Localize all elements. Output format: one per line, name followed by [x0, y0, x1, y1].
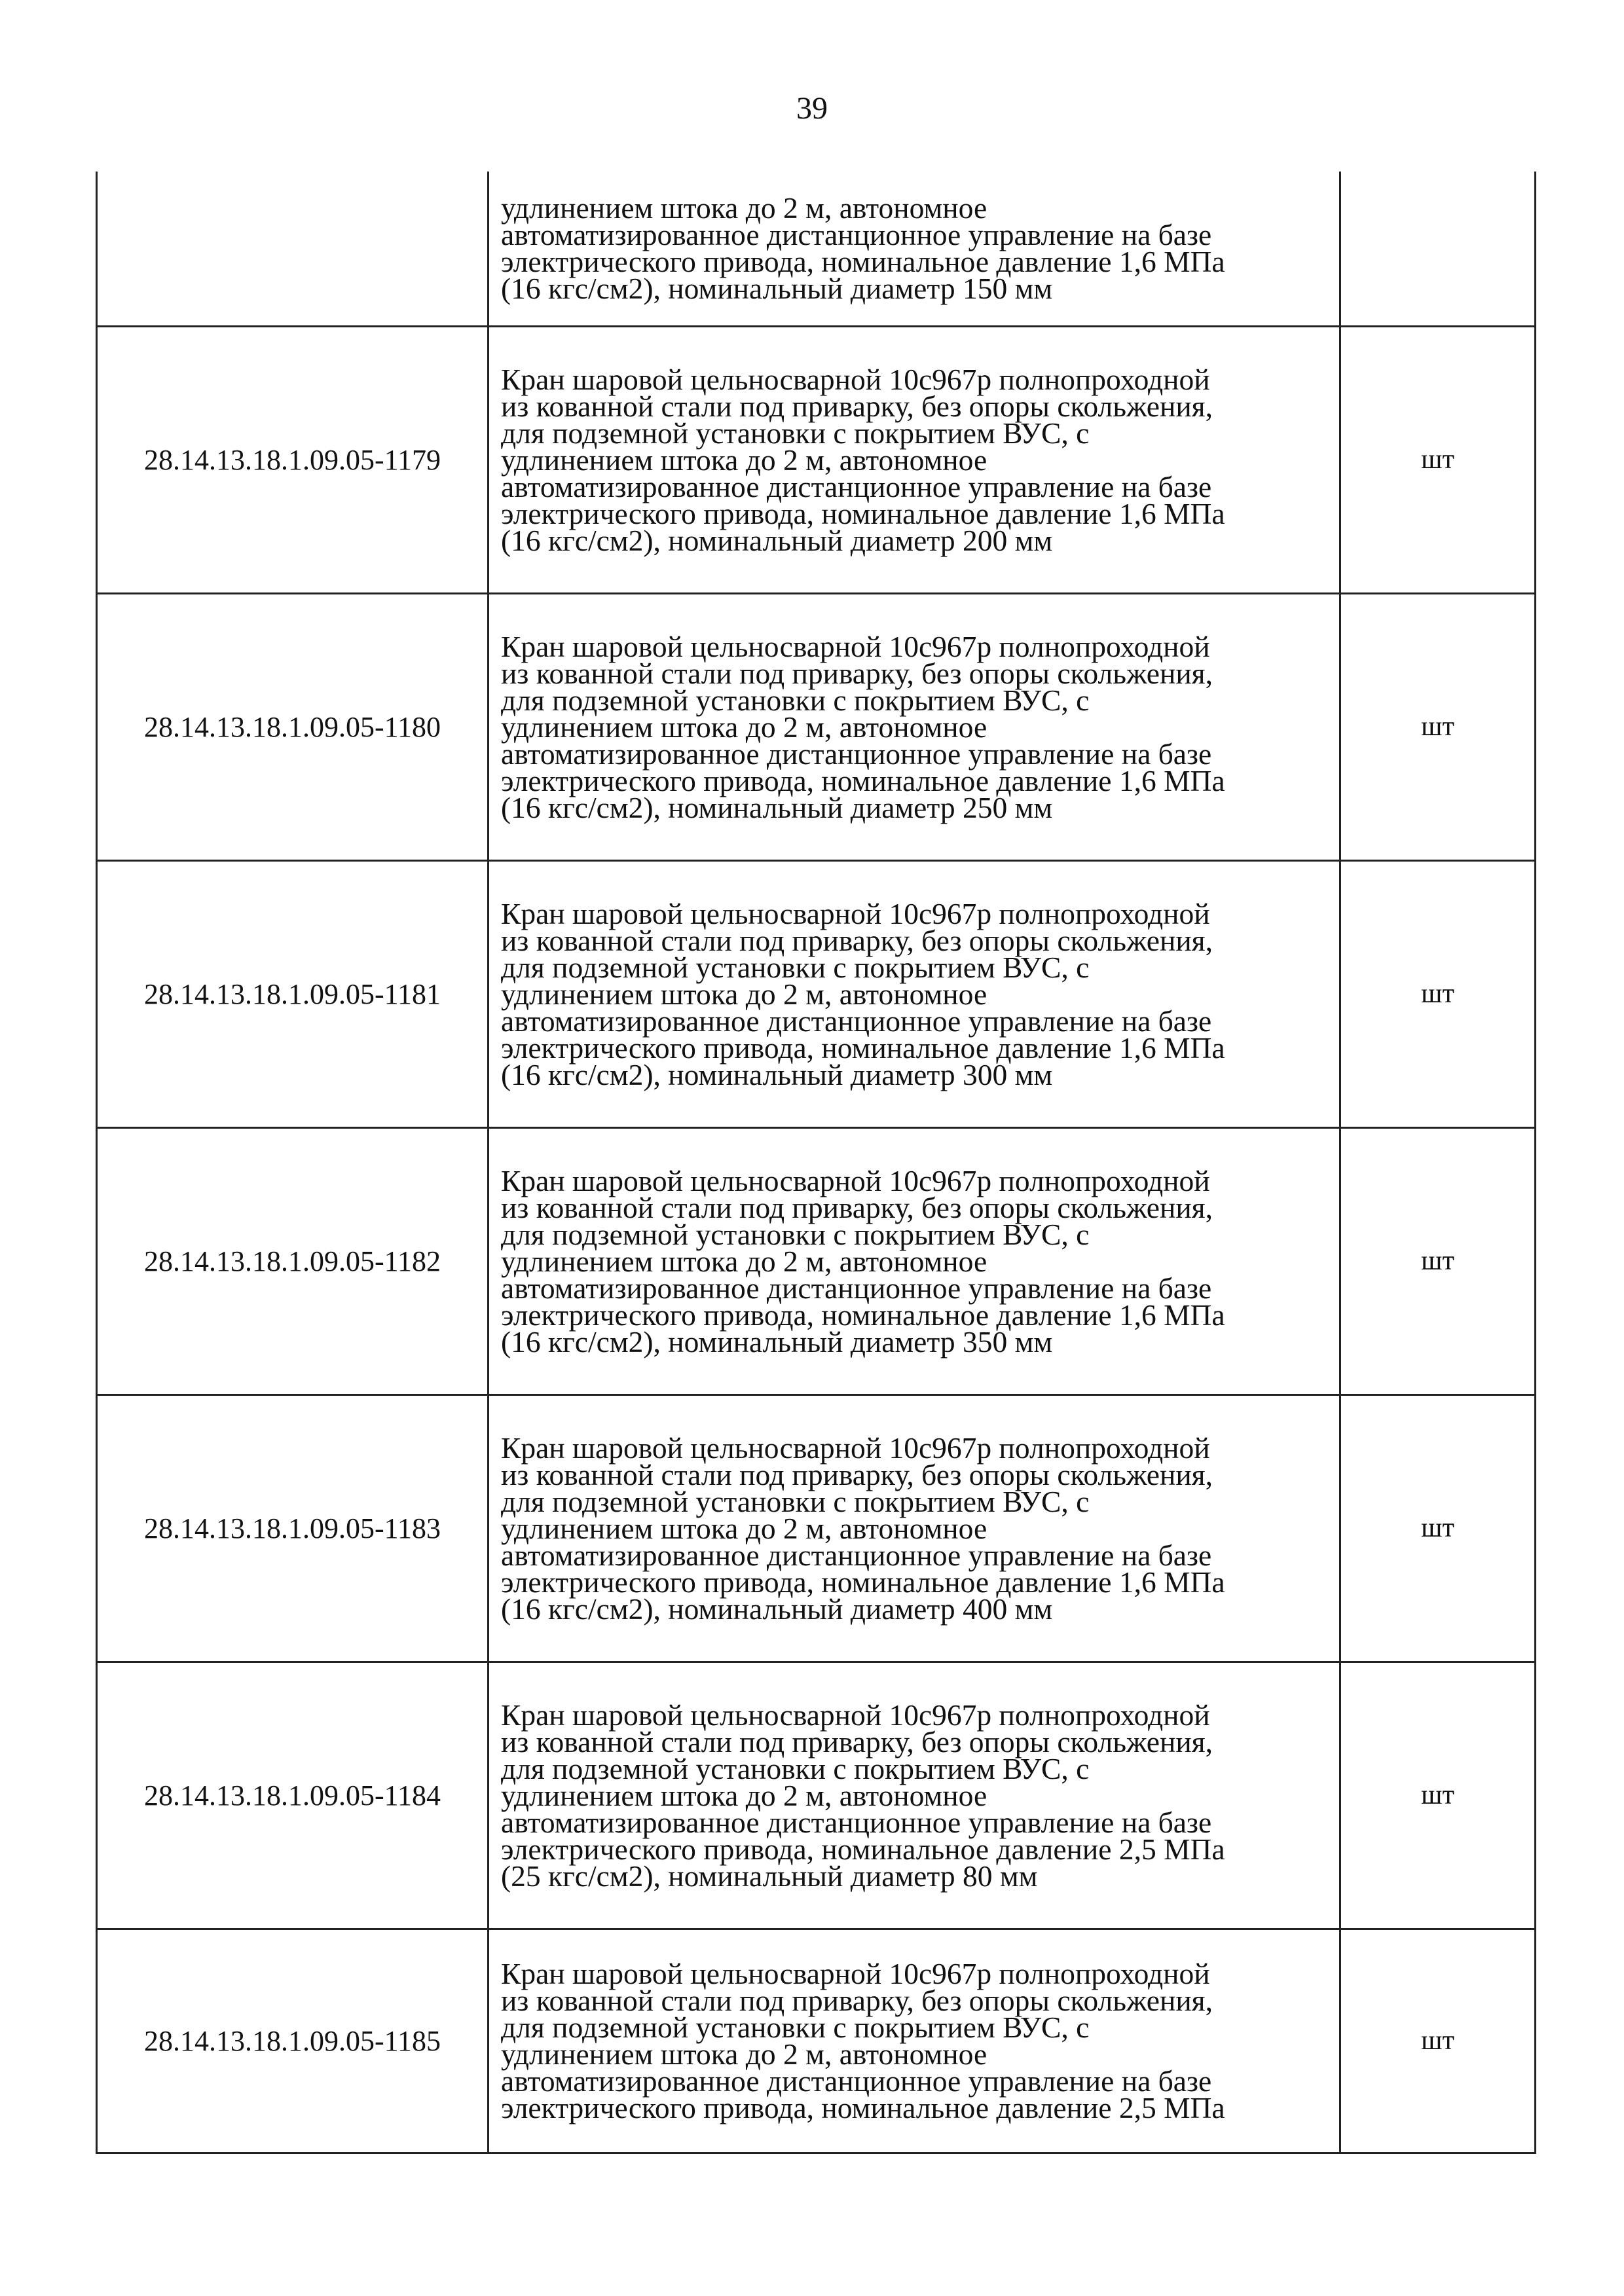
page-number: 39	[796, 91, 828, 126]
description-line: Кран шаровой цельносварной 10с967р полнопроходной	[501, 629, 1210, 663]
resource-code-cell: 28.14.13.18.1.09.05-1180	[97, 593, 489, 860]
unit-cell: шт	[1340, 1394, 1536, 1662]
description-line: (16 кгс/см2), номинальный диаметр 200 мм	[501, 523, 1053, 557]
description-line: для подземной установки с покрытием ВУС, с	[501, 416, 1090, 450]
unit-cell	[1340, 172, 1536, 326]
unit-cell: шт	[1340, 326, 1536, 593]
description-line: (16 кгс/см2), номинальный диаметр 250 мм	[501, 790, 1053, 824]
description-line: (16 кгс/см2), номинальный диаметр 350 мм	[501, 1324, 1053, 1358]
resource-table	[96, 172, 1536, 2154]
description-line: автоматизированное дистанционное управление на базе	[501, 1271, 1212, 1305]
description-line: удлинением штока до 2 м, автономное	[501, 977, 987, 1011]
table-row	[97, 1127, 1536, 1394]
resource-code-cell: 28.14.13.18.1.09.05-1182	[97, 1127, 489, 1394]
unit-cell: шт	[1340, 1662, 1536, 1929]
resource-description-cell	[489, 860, 1340, 1127]
description-line: электрического привода, номинальное давление 2,5 МПа	[501, 2091, 1225, 2124]
description-line: автоматизированное дистанционное управление на базе	[501, 218, 1212, 252]
resource-description-cell	[489, 1127, 1340, 1394]
description-line: из кованной стали под приварку, без опоры скольжения,	[501, 1724, 1213, 1758]
resource-description-cell	[489, 1929, 1340, 2153]
description-line: (16 кгс/см2), номинальный диаметр 400 мм	[501, 1592, 1053, 1626]
description-line: автоматизированное дистанционное управление на базе	[501, 1538, 1212, 1572]
description-line: электрического привода, номинальное давление 1,6 МПа	[501, 1030, 1225, 1065]
resource-code-cell: 28.14.13.18.1.09.05-1184	[97, 1662, 489, 1929]
description-line: из кованной стали под приварку, без опоры скольжения,	[501, 1984, 1213, 2017]
description-line: автоматизированное дистанционное управление на базе	[501, 1004, 1212, 1038]
description-line: удлинением штока до 2 м, автономное	[501, 1511, 987, 1545]
description-line: удлинением штока до 2 м, автономное	[501, 443, 987, 477]
description-line: электрического привода, номинальное давление 1,6 МПа	[501, 245, 1225, 279]
description-line: для подземной установки с покрытием ВУС, с	[501, 1484, 1090, 1518]
description-line: автоматизированное дистанционное управление на базе	[501, 469, 1212, 503]
resource-code-cell: 28.14.13.18.1.09.05-1183	[97, 1394, 489, 1662]
description-line: (16 кгс/см2), номинальный диаметр 150 мм	[501, 272, 1053, 306]
description-line: (16 кгс/см2), номинальный диаметр 300 мм	[501, 1057, 1053, 1091]
description-line: электрического привода, номинальное давление 2,5 МПа	[501, 1832, 1225, 1866]
description-line: для подземной установки с покрытием ВУС, с	[501, 1751, 1090, 1785]
description-line: удлинением штока до 2 м, автономное	[501, 2037, 987, 2071]
description-line: Кран шаровой цельносварной 10с967р полнопроходной	[501, 1163, 1210, 1197]
description-line: удлинением штока до 2 м, автономное	[501, 710, 987, 744]
unit-cell: шт	[1340, 1929, 1536, 2153]
table-row	[97, 1929, 1536, 2153]
description-line: для подземной установки с покрытием ВУС, с	[501, 1217, 1090, 1251]
resource-description-cell	[489, 593, 1340, 860]
table-row	[97, 860, 1536, 1127]
description-line: Кран шаровой цельносварной 10с967р полнопроходной	[501, 1957, 1210, 1990]
description-line: удлинением штока до 2 м, автономное	[501, 1778, 987, 1812]
description-line: Кран шаровой цельносварной 10с967р полнопроходной	[501, 1698, 1210, 1732]
description-line: удлинением штока до 2 м, автономное	[501, 1244, 987, 1278]
table-row	[97, 1394, 1536, 1662]
description-line: автоматизированное дистанционное управление на базе	[501, 1805, 1212, 1839]
description-line: из кованной стали под приварку, без опоры скольжения,	[501, 656, 1213, 690]
resource-description-cell	[489, 172, 1340, 326]
description-line: для подземной установки с покрытием ВУС, с	[501, 2011, 1090, 2044]
resource-code-cell: 28.14.13.18.1.09.05-1181	[97, 860, 489, 1127]
description-line: из кованной стали под приварку, без опоры скольжения,	[501, 1190, 1213, 1224]
resource-table-body	[97, 172, 1536, 2153]
description-line: из кованной стали под приварку, без опоры скольжения,	[501, 389, 1213, 423]
table-row	[97, 172, 1536, 326]
resource-code-cell: 28.14.13.18.1.09.05-1179	[97, 326, 489, 593]
description-line: для подземной установки с покрытием ВУС, с	[501, 950, 1090, 984]
unit-cell: шт	[1340, 1127, 1536, 1394]
description-line: электрического привода, номинальное давление 1,6 МПа	[501, 1565, 1225, 1599]
description-line: Кран шаровой цельносварной 10с967р полнопроходной	[501, 362, 1210, 396]
description-line: электрического привода, номинальное давление 1,6 МПа	[501, 496, 1225, 530]
resource-description-cell	[489, 1662, 1340, 1929]
resource-code-cell: 28.14.13.18.1.09.05-1185	[97, 1929, 489, 2153]
description-line: Кран шаровой цельносварной 10с967р полнопроходной	[501, 896, 1210, 930]
description-line: из кованной стали под приварку, без опоры скольжения,	[501, 1457, 1213, 1491]
resource-description-cell	[489, 1394, 1340, 1662]
table-row	[97, 593, 1536, 860]
table-row	[97, 326, 1536, 593]
description-line: электрического привода, номинальное давление 1,6 МПа	[501, 1298, 1225, 1332]
description-line: автоматизированное дистанционное управление на базе	[501, 2064, 1212, 2098]
unit-cell: шт	[1340, 593, 1536, 860]
resource-description-cell	[489, 326, 1340, 593]
description-line: для подземной установки с покрытием ВУС, с	[501, 683, 1090, 717]
table-row	[97, 1662, 1536, 1929]
description-line: электрического привода, номинальное давление 1,6 МПа	[501, 763, 1225, 797]
description-line: Кран шаровой цельносварной 10с967р полнопроходной	[501, 1430, 1210, 1465]
description-line: удлинением штока до 2 м, автономное	[501, 191, 987, 225]
resource-code-cell	[97, 172, 489, 326]
unit-cell: шт	[1340, 860, 1536, 1127]
description-line: автоматизированное дистанционное управление на базе	[501, 737, 1212, 771]
description-line: из кованной стали под приварку, без опоры скольжения,	[501, 923, 1213, 957]
description-line: (25 кгс/см2), номинальный диаметр 80 мм	[501, 1859, 1038, 1893]
